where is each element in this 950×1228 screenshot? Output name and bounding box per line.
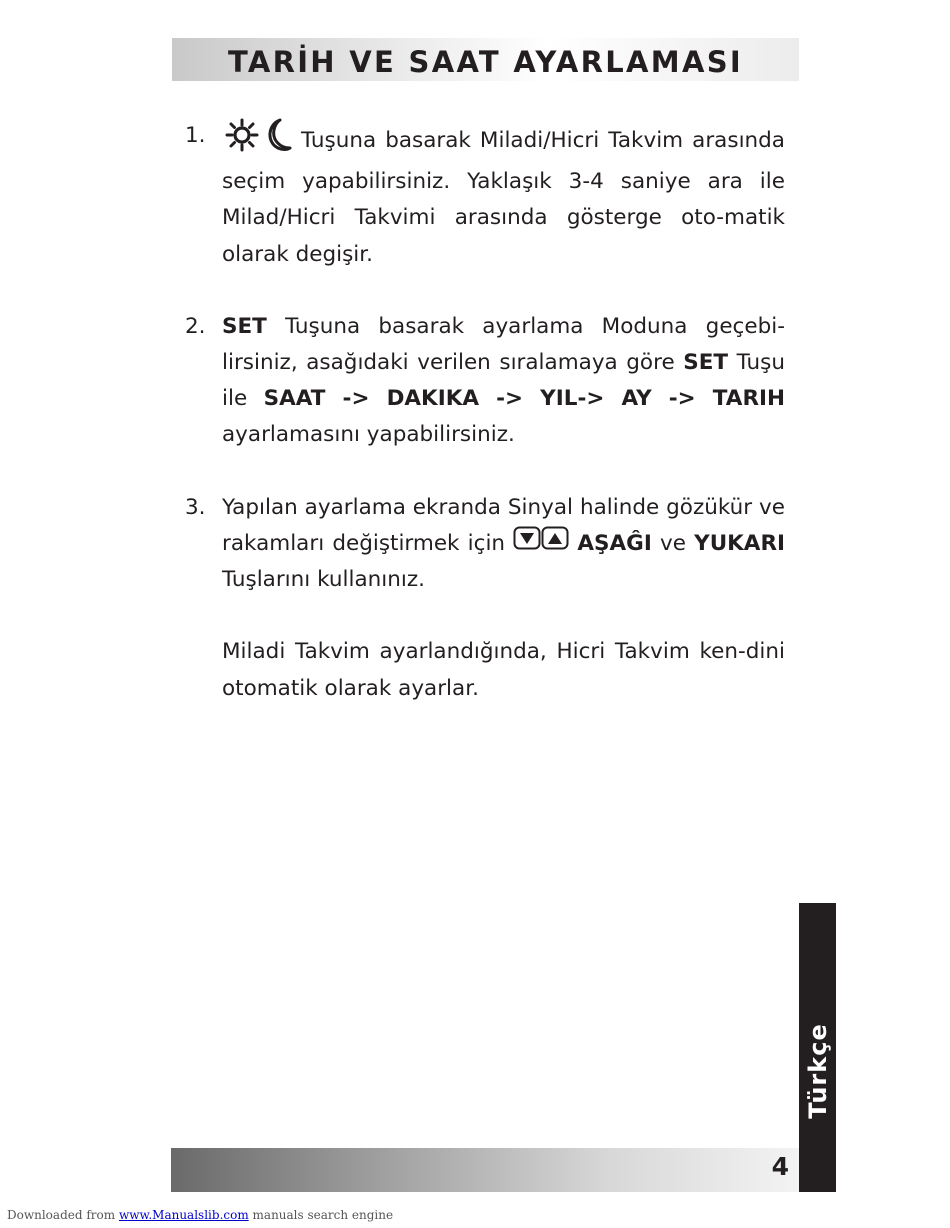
language-tab — [799, 903, 836, 1192]
item-number: 1. — [185, 123, 206, 148]
instruction-item-1 — [185, 118, 785, 273]
adjust-sequence: SAAT -> DAKIKA -> YIL-> AY -> TARIH — [263, 386, 785, 412]
item-1-text-block — [222, 118, 785, 273]
down-key-label: AŞAĜI — [577, 530, 652, 556]
download-prefix: Downloaded from — [7, 1208, 116, 1222]
up-arrow-key-icon — [541, 526, 569, 562]
download-suffix: manuals search engine — [252, 1208, 394, 1222]
instruction-item-3 — [185, 490, 785, 707]
item-3-text-block — [222, 490, 785, 599]
instructions — [185, 118, 785, 743]
item-number: 3. — [185, 494, 206, 520]
and-word: ve — [660, 530, 686, 556]
language-label: Türkçe — [803, 1022, 832, 1119]
item-3-text-2: Tuşlarını kullanınız. — [222, 567, 425, 593]
item-2-text-2: Tuşu ile — [222, 350, 785, 412]
item-2-text-3: ayarlamasını yapabilirsiniz. — [222, 422, 515, 448]
download-note — [7, 1208, 393, 1222]
down-arrow-key-icon — [513, 526, 541, 562]
item-2-text-1: Tuşuna basarak ayarlama Moduna geçebi-lirsiniz, asağıdaki verilen sıralamaya göre — [222, 313, 785, 376]
footer-bar — [171, 1148, 799, 1192]
item-3-text-1: Yapılan ayarlama ekranda Sinyal halinde gözükür ve rakamları değiştirmek için — [222, 494, 785, 556]
item-1-text: Tuşuna basarak Miladi/Hicri Takvim arasında seçim yapabilirsiniz. Yaklaşık 3-4 saniye ara ile Milad/Hicri Takvimi arasında gösterge oto-matik olarak degişir. — [222, 128, 785, 267]
instruction-item-2 — [185, 309, 785, 454]
page-number: 4 — [771, 1152, 789, 1181]
page-header — [172, 38, 799, 81]
set-key-label-2: SET — [683, 350, 729, 376]
item-number: 2. — [185, 313, 206, 339]
sun-icon — [222, 118, 262, 164]
page-title: TARİH VE SAAT AYARLAMASI — [228, 45, 743, 79]
manualslib-link[interactable]: www.Manualslib.com — [118, 1208, 249, 1222]
moon-icon — [262, 118, 292, 164]
up-key-label: YUKARI — [694, 530, 786, 556]
item-3-note: Miladi Takvim ayarlandığında, Hicri Takvim ken-dini otomatik olarak ayarlar. — [222, 639, 785, 701]
item-2-text-block — [222, 309, 785, 454]
set-key-label: SET — [222, 313, 267, 339]
